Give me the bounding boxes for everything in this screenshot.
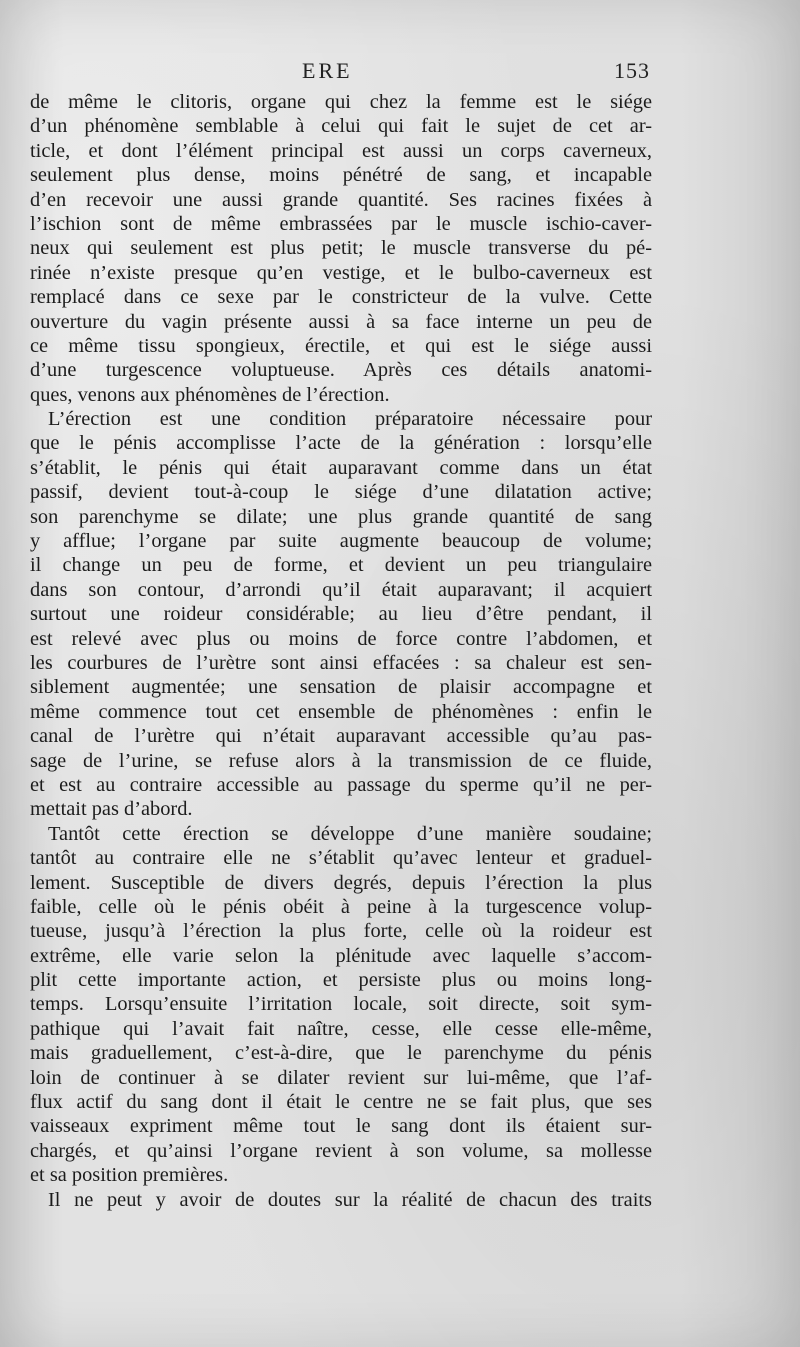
text-line: canal de l’urètre qui n’était auparavant accessible qu’au pas- bbox=[30, 725, 652, 748]
text-line: l’ischion sont de même embrassées par le muscle ischio-caver- bbox=[30, 212, 652, 235]
text-line: siblement augmentée; une sensation de plaisir accompagne et bbox=[30, 676, 652, 699]
text-line: les courbures de l’urètre sont ainsi effacées : sa chaleur est sen- bbox=[30, 651, 652, 674]
text-line: et sa position premières. bbox=[30, 1164, 229, 1187]
text-line: loin de continuer à se dilater revient sur lui-même, que l’af- bbox=[30, 1066, 652, 1089]
text-line: que le pénis accomplisse l’acte de la génération : lorsqu’elle bbox=[30, 432, 652, 455]
text-line: seulement plus dense, moins pénétré de sang, et incapable bbox=[30, 164, 652, 187]
text-line: son parenchyme se dilate; une plus grande quantité de sang bbox=[30, 505, 652, 528]
text-line: faible, celle où le pénis obéit à peine à la turgescence volup- bbox=[30, 895, 652, 918]
text-line: mettait pas d’abord. bbox=[30, 798, 193, 821]
text-line: plit cette importante action, et persiste plus ou moins long- bbox=[30, 969, 652, 992]
text-line: vaisseaux expriment même tout le sang dont ils étaient sur- bbox=[30, 1115, 652, 1138]
text-line: ques, venons aux phénomènes de l’érection. bbox=[30, 383, 390, 406]
text-line: L’érection est une condition préparatoire nécessaire pour bbox=[48, 408, 652, 431]
text-line: sage de l’urine, se refuse alors à la transmission de ce fluide, bbox=[30, 749, 652, 772]
text-line: extrême, elle varie selon la plénitude avec laquelle s’accom- bbox=[30, 944, 652, 967]
text-line: neux qui seulement est plus petit; le muscle transverse du pé- bbox=[30, 237, 652, 260]
paragraph bbox=[30, 822, 652, 1188]
text-line: temps. Lorsqu’ensuite l’irritation locale, soit directe, soit sym- bbox=[30, 993, 652, 1016]
text-line: d’un phénomène semblable à celui qui fait le sujet de cet ar- bbox=[30, 115, 652, 138]
text-line: ticle, et dont l’élément principal est aussi un corps caverneux, bbox=[30, 139, 652, 162]
text-line: lement. Susceptible de divers degrés, depuis l’érection la plus bbox=[30, 871, 652, 894]
text-line: et est au contraire accessible au passage du sperme qu’il ne per- bbox=[30, 773, 652, 796]
text-line: mais graduellement, c’est-à-dire, que le parenchyme du pénis bbox=[30, 1042, 652, 1065]
running-head: ERE bbox=[302, 58, 353, 83]
text-line: d’en recevoir une aussi grande quantité. Ses racines fixées à bbox=[30, 188, 652, 211]
text-line: il change un peu de forme, et devient un peu triangulaire bbox=[30, 554, 652, 577]
text-line: chargés, et qu’ainsi l’organe revient à son volume, sa mollesse bbox=[30, 1139, 652, 1162]
text-line: tueuse, jusqu’à l’érection la plus forte, celle où la roideur est bbox=[30, 920, 652, 943]
text-line: même commence tout cet ensemble de phénomènes : enfin le bbox=[30, 700, 652, 723]
text-line: tantôt au contraire elle ne s’établit qu’avec lenteur et graduel- bbox=[30, 847, 652, 870]
text-line: d’une turgescence voluptueuse. Après ces détails anatomi- bbox=[30, 359, 652, 382]
text-line: pathique qui l’avait fait naître, cesse, elle cesse elle-même, bbox=[30, 1017, 652, 1040]
text-line: flux actif du sang dont il était le centre ne se fait plus, que ses bbox=[30, 1091, 652, 1114]
paragraph bbox=[30, 90, 652, 407]
text-line: s’établit, le pénis qui était auparavant comme dans un état bbox=[30, 456, 652, 479]
page-header bbox=[30, 58, 650, 88]
paragraph bbox=[30, 1188, 652, 1212]
text-line: surtout une roideur considérable; au lieu d’être pendant, il bbox=[30, 603, 652, 626]
text-line: dans son contour, d’arrondi qu’il était auparavant; il acquiert bbox=[30, 578, 652, 601]
text-line: y afflue; l’organe par suite augmente beaucoup de volume; bbox=[30, 530, 652, 553]
text-line: remplacé dans ce sexe par le constricteur de la vulve. Cette bbox=[30, 286, 652, 309]
text-line: de même le clitoris, organe qui chez la femme est le siége bbox=[30, 91, 652, 113]
paragraph bbox=[30, 407, 652, 822]
text-line: est relevé avec plus ou moins de force contre l’abdomen, et bbox=[30, 627, 652, 650]
text-line: rinée n’existe presque qu’en vestige, et le bulbo-caverneux est bbox=[30, 261, 652, 284]
page-number: 153 bbox=[614, 58, 650, 83]
text-line: Il ne peut y avoir de doutes sur la réalité de chacun des traits bbox=[48, 1188, 652, 1211]
text-line: Tantôt cette érection se développe d’une manière soudaine; bbox=[48, 822, 652, 845]
text-line: passif, devient tout-à-coup le siége d’une dilatation active; bbox=[30, 481, 652, 504]
body-text bbox=[30, 90, 652, 1212]
text-line: ce même tissu spongieux, érectile, et qui est le siége aussi bbox=[30, 334, 652, 357]
text-line: ouverture du vagin présente aussi à sa face interne un peu de bbox=[30, 310, 652, 333]
